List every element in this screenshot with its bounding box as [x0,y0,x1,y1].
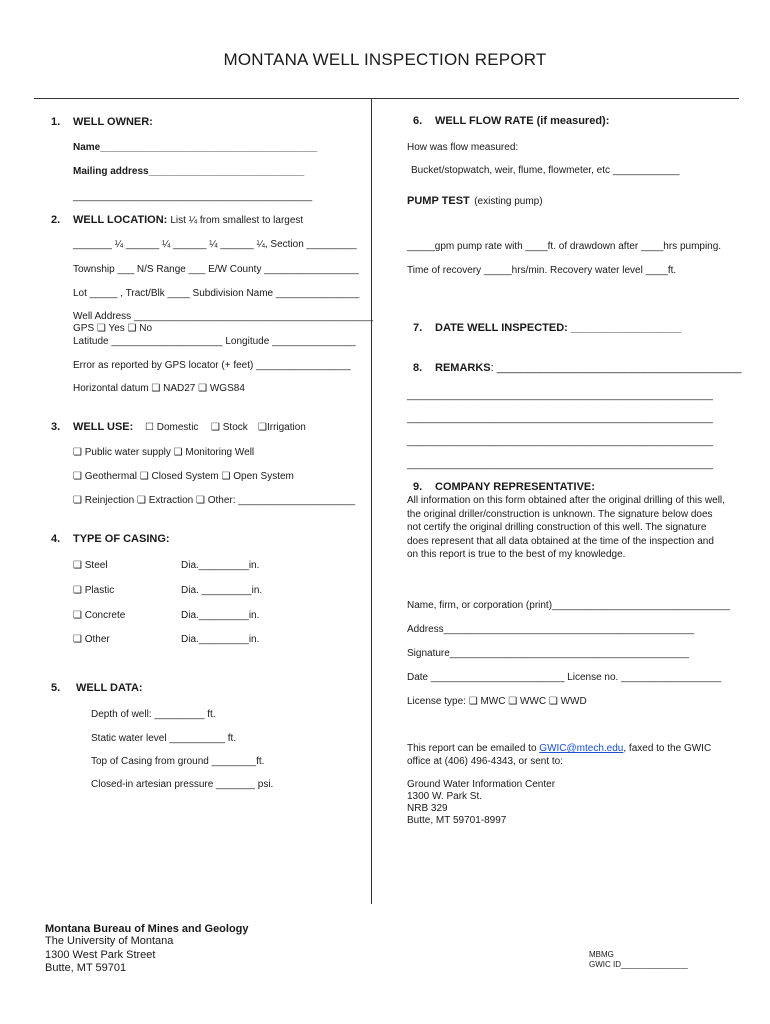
section-remarks-heading [413,362,741,374]
section-title: WELL DATA: [76,682,143,694]
casing-diameter-plastic[interactable]: Dia. _________in. [181,585,263,596]
well-use-row4[interactable]: ❑ Reinjection ❑ Extraction ❑ Other: _____________________ [73,495,356,506]
section-well-owner-heading [51,116,153,128]
horizontal-datum-checkboxes[interactable]: Horizontal datum ❑ NAD27 ❑ WGS84 [73,383,245,394]
page-title: MONTANA WELL INSPECTION REPORT [223,50,547,69]
latitude-longitude-field[interactable]: Latitude ____________________ Longitude _______________ [73,336,356,347]
address-line: Butte, MT 59701-8997 [407,815,507,826]
section-number: 8. [413,362,423,374]
section-company-rep-heading [413,481,595,493]
pump-test-note: (existing pump) [474,196,543,207]
gps-error-field[interactable]: Error as reported by GPS locator (+ feet) _________________ [73,360,351,371]
top-of-casing-field[interactable]: Top of Casing from ground ________ft. [91,756,265,767]
footer-line: Butte, MT 59701 [45,962,127,974]
casing-diameter-concrete[interactable]: Dia._________in. [181,610,260,621]
casing-type-steel[interactable]: ❑ Steel [73,560,108,571]
footer-line: The University of Montana [45,935,174,947]
section-number: 9. [413,481,423,493]
well-use-row2[interactable]: ❑ Public water supply ❑ Monitoring Well [73,447,255,458]
footer-org-name: Montana Bureau of Mines and Geology [45,923,249,935]
casing-type-other[interactable]: ❑ Other [73,634,110,645]
section-number: 3. [51,421,61,433]
section-number: 2. [51,214,61,226]
flow-measured-label: How was flow measured: [407,142,519,153]
artesian-pressure-field[interactable]: Closed-in artesian pressure _______ psi. [91,779,274,790]
pump-test-label [407,191,543,209]
recovery-field[interactable]: Time of recovery _____hrs/min. Recovery water level ____ft. [407,265,677,276]
date-license-field[interactable]: Date ________________________ License no. __________________ [407,672,722,683]
casing-diameter-steel[interactable]: Dia._________in. [181,560,260,571]
section-number: 6. [413,115,423,127]
static-water-level-field[interactable]: Static water level __________ ft. [91,733,237,744]
flow-method-field[interactable]: Bucket/stopwatch, weir, flume, flowmeter, etc ____________ [411,165,680,176]
firm-name-field[interactable]: Name, firm, or corporation (print)________________________________ [407,600,731,611]
section-title: WELL OWNER: [73,116,153,128]
mbmg-label: MBMG [589,950,614,959]
remarks-line-first[interactable]: : ________________________________________ [490,362,742,374]
mailing-address-line2-field[interactable]: ___________________________________________ [73,191,313,202]
gwic-address-block [407,779,555,827]
remarks-line[interactable]: _______________________________________________________ [407,459,713,470]
email-pre: This report can be emailed to [407,743,540,754]
section-note: List ¼ from smallest to largest [170,215,304,226]
remarks-line[interactable]: _______________________________________________________ [407,390,713,401]
quarter-section-field[interactable]: _______ ¼ ______ ¼ ______ ¼ ______ ¼, Section _________ [73,239,357,250]
remarks-line[interactable]: _______________________________________________________ [407,413,713,424]
casing-type-concrete[interactable]: ❑ Concrete [73,610,126,621]
section-title: TYPE OF CASING: [73,533,170,545]
header-divider [34,98,739,99]
pump-rate-field[interactable]: _____gpm pump rate with ____ft. of drawdown after ____hrs pumping. [407,241,722,252]
license-type-checkboxes[interactable]: License type: ❑ MWC ❑ WWC ❑ WWD [407,696,587,707]
email-instruction [407,743,711,754]
address-line: 1300 W. Park St. [407,791,483,802]
footer-org-block [45,923,249,976]
section-date-inspected[interactable] [413,322,681,334]
signature-field[interactable]: Signature___________________________________________ [407,648,689,659]
gwic-id-field[interactable]: GWIC ID_______________ [589,960,688,969]
email-link[interactable]: GWIC@mtech.edu [539,743,624,754]
section-casing-heading [51,533,170,545]
section-number: 7. [413,322,423,334]
certification-paragraph: All information on this form obtained after the original drilling of this well, the original driller/construction is unknown. The signature below does not certify the original drilling construction of this well. The signature does represent that all data obtained at the time of the inspection and on this report is true to the best of my knowledge. [407,495,725,560]
remarks-line[interactable]: _______________________________________________________ [407,436,713,447]
section-well-use-heading [51,421,133,433]
township-range-county-field[interactable]: Township ___ N/S Range ___ E/W County _________________ [73,264,359,275]
gps-checkboxes[interactable]: GPS ❑ Yes ❑ No [73,323,153,334]
email-post: , faxed to the GWIC [623,743,712,754]
section-flow-rate-heading [413,115,609,127]
section-number: 4. [51,533,61,545]
checkbox-irrigation[interactable]: ❑Irrigation [258,422,306,433]
section-title: WELL LOCATION: [73,214,168,226]
depth-of-well-field[interactable]: Depth of well: _________ ft. [91,709,216,720]
footer-line: 1300 West Park Street [45,948,156,961]
fax-instruction: office at (406) 496-4343, or sent to: [407,756,564,767]
owner-name-field[interactable]: Name_______________________________________ [73,142,318,153]
section-title: WELL FLOW RATE (if measured): [435,115,610,127]
checkbox-domestic[interactable]: ☐ Domestic [145,422,199,433]
pump-test-title: PUMP TEST [407,195,470,207]
lot-tract-subdivision-field[interactable]: Lot _____ , Tract/Blk ____ Subdivision Name _______________ [73,288,360,299]
section-title: WELL USE: [73,421,134,433]
section-number: 5. [51,682,61,694]
date-inspected-field[interactable]: DATE WELL INSPECTED: __________________ [435,322,681,334]
checkbox-stock[interactable]: ❑ Stock [211,422,248,433]
mailing-address-field[interactable]: Mailing address____________________________ [73,166,305,177]
section-well-location-heading [51,214,303,226]
casing-type-plastic[interactable]: ❑ Plastic [73,585,115,596]
section-number: 1. [51,116,61,128]
address-line: NRB 329 [407,803,448,814]
address-line: Ground Water Information Center [407,779,556,790]
section-well-data-heading [51,682,143,694]
section-title: COMPANY REPRESENTATIVE: [435,481,595,493]
section-title: REMARKS [435,362,491,374]
column-divider [371,98,372,904]
rep-address-field[interactable]: Address_____________________________________________ [407,624,694,635]
well-use-row3[interactable]: ❑ Geothermal ❑ Closed System ❑ Open System [73,471,294,482]
casing-diameter-other[interactable]: Dia._________in. [181,634,260,645]
well-address-field[interactable]: Well Address ___________________________________________ [73,311,374,322]
